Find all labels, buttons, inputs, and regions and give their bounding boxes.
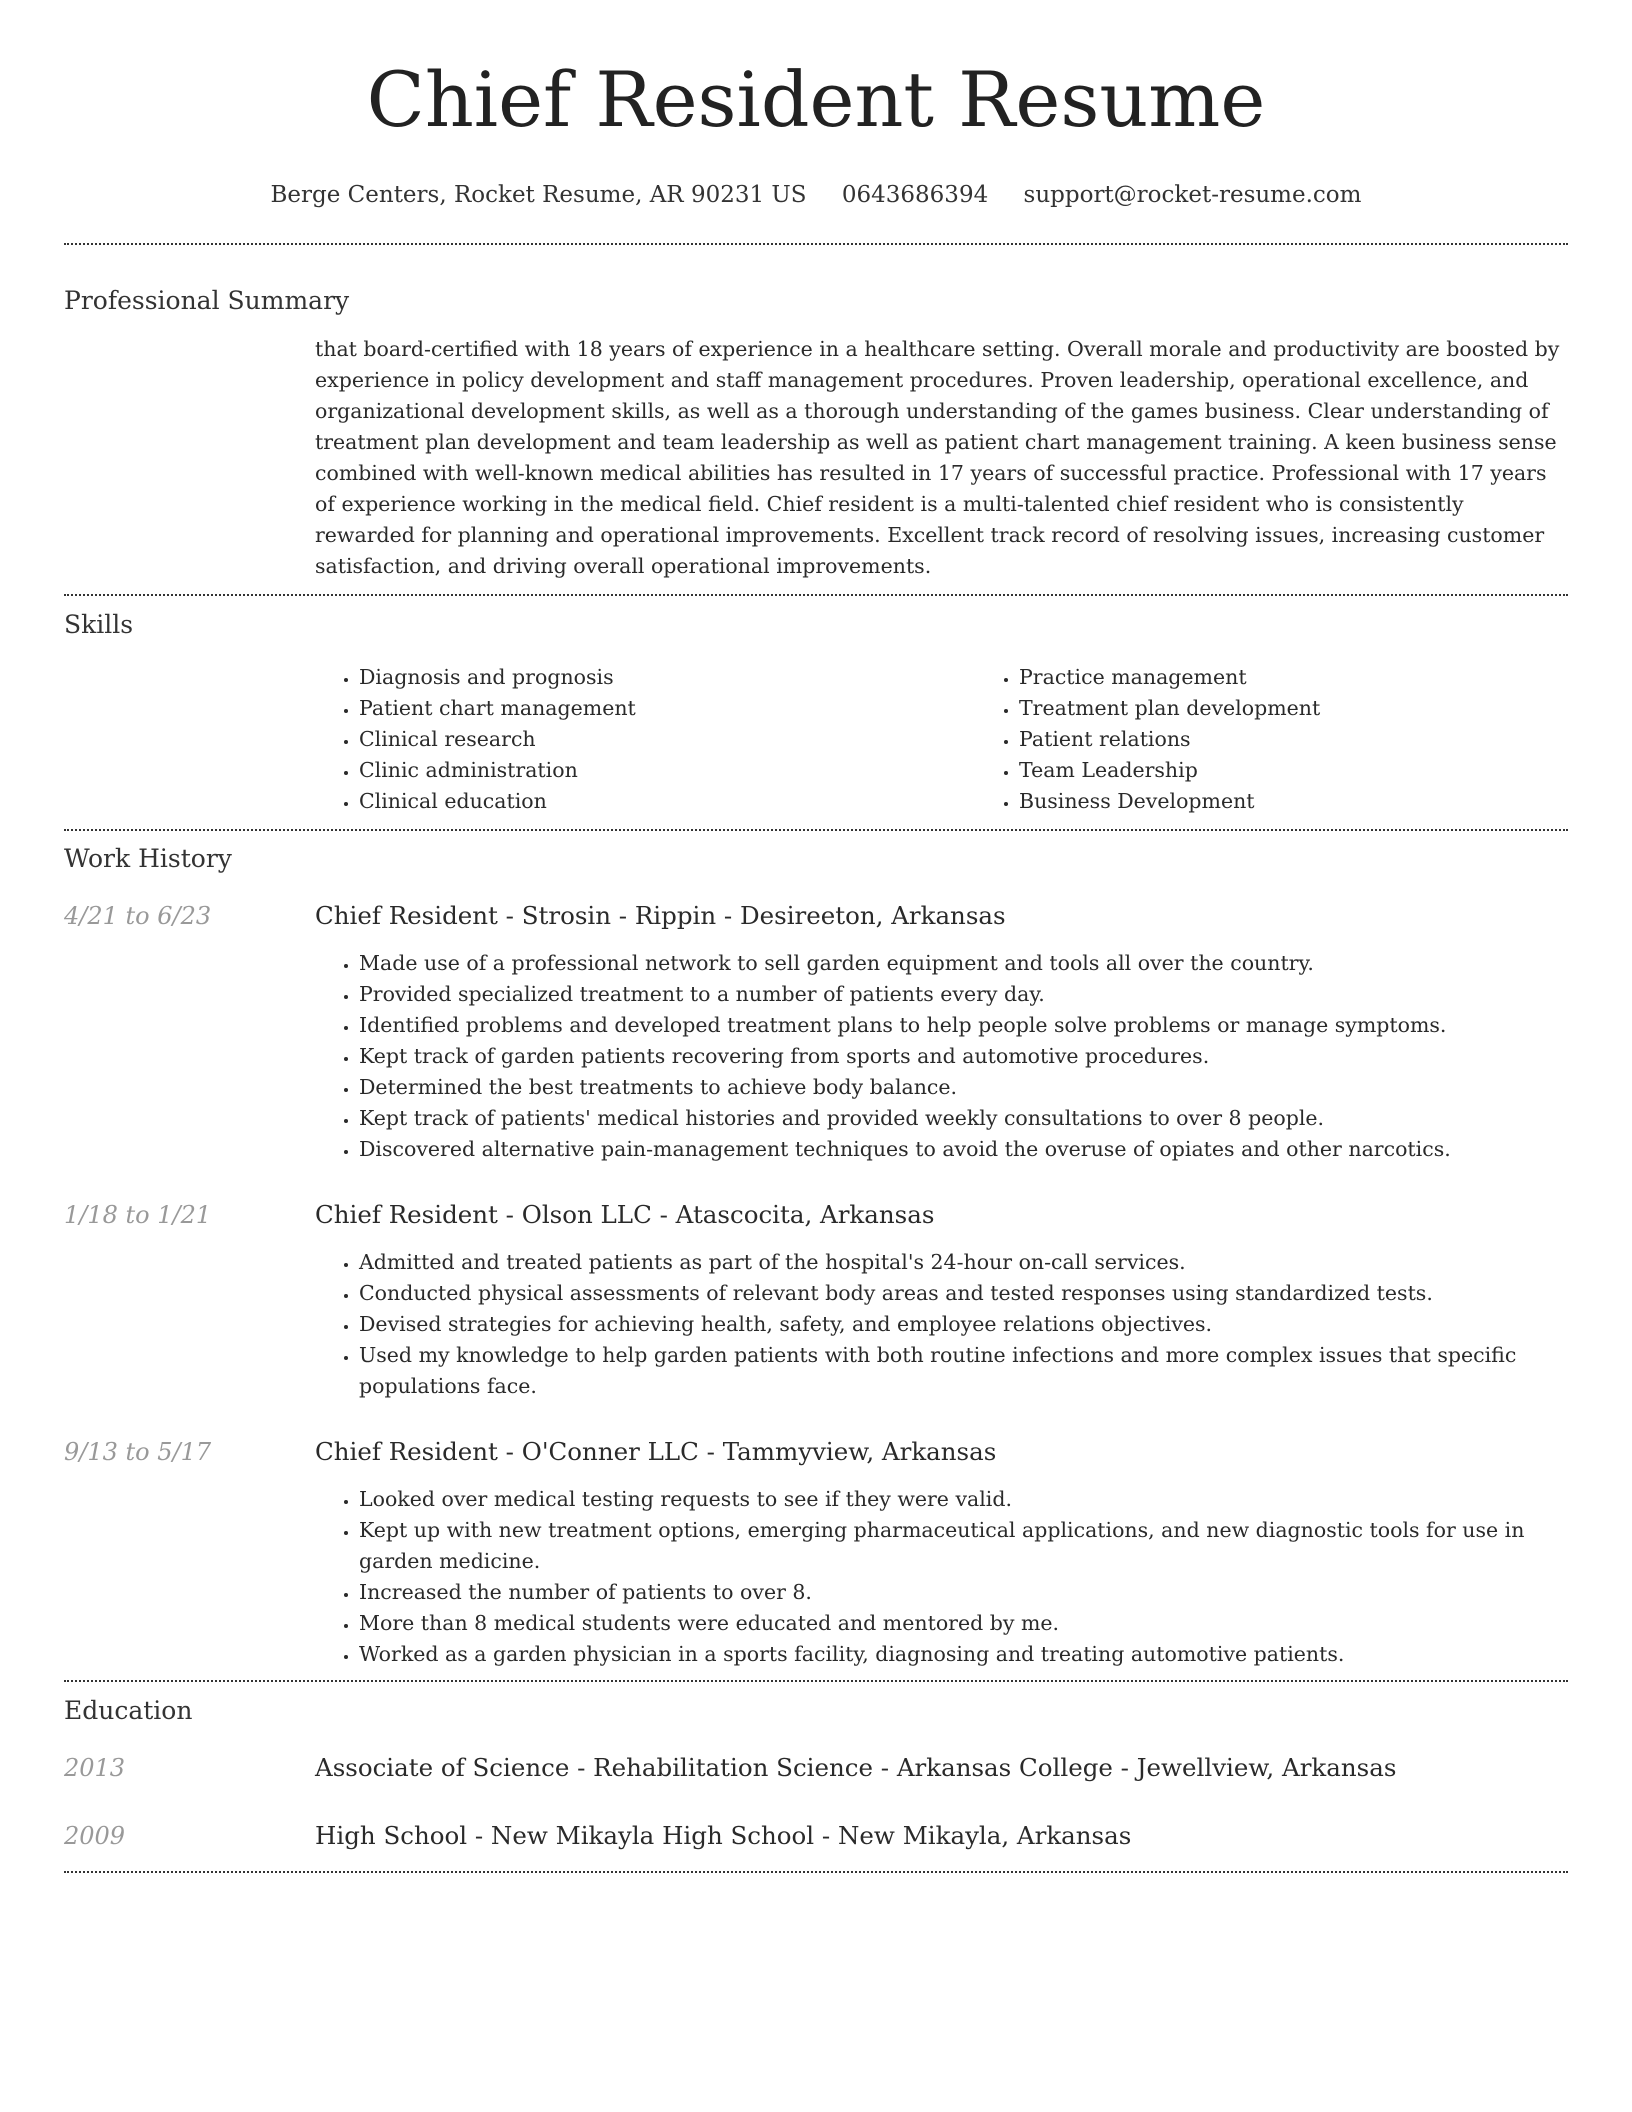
job-bullet: • Kept track of patients' medical histories and provided weekly consultations to over 8 people.	[359, 1103, 1568, 1134]
job-left-spacer	[64, 1247, 315, 1402]
education-entry	[64, 1820, 1568, 1852]
skills-list-right	[975, 662, 1632, 817]
education-title: Associate of Science - Rehabilitation Science - Arkansas College - Jewellview, Arkansas	[315, 1753, 1397, 1782]
job-bullets-row	[64, 1484, 1568, 1670]
section-title-summary: Professional Summary	[64, 286, 350, 315]
job-title: Chief Resident - Strosin - Rippin - Desireeton, Arkansas	[315, 901, 1006, 930]
skill-item: • Patient chart management	[359, 693, 975, 724]
job-left-spacer	[64, 1484, 315, 1670]
skill-item: • Clinic administration	[359, 755, 975, 786]
skill-item: • Team Leadership	[1019, 755, 1632, 786]
education-year: 2009	[64, 1822, 126, 1850]
job-bullet: • Determined the best treatments to achieve body balance.	[359, 1072, 1568, 1103]
job-title: Chief Resident - Olson LLC - Atascocita, Arkansas	[315, 1200, 935, 1229]
skill-item: • Diagnosis and prognosis	[359, 662, 975, 693]
section-title-work: Work History	[64, 844, 232, 873]
job-bullet: • Admitted and treated patients as part of the hospital's 24-hour on-call services.	[359, 1247, 1568, 1278]
divider	[64, 1680, 1568, 1682]
job-bullet: • Conducted physical assessments of relevant body areas and tested responses using standardized tests.	[359, 1278, 1568, 1309]
skill-item: • Clinical research	[359, 724, 975, 755]
resume-title: Chief Resident Resume	[366, 55, 1266, 144]
skill-item: • Practice management	[1019, 662, 1632, 693]
job-date: 4/21 to 6/23	[64, 902, 212, 930]
skills-list-left	[315, 662, 975, 817]
job-bullet: • Kept up with new treatment options, emerging pharmaceutical applications, and new diagnostic tools for use in garden medicine.	[359, 1515, 1568, 1577]
job-bullets	[315, 948, 1568, 1165]
job-bullets	[315, 1247, 1568, 1402]
divider	[64, 594, 1568, 596]
contact-email: support@rocket-resume.com	[1023, 182, 1362, 208]
divider	[64, 243, 1568, 245]
skills-row	[64, 662, 1568, 817]
job-date: 9/13 to 5/17	[64, 1438, 212, 1466]
job-bullet: • Worked as a garden physician in a sports facility, diagnosing and treating automotive patients.	[359, 1639, 1568, 1670]
education-title: High School - New Mikayla High School - New Mikayla, Arkansas	[315, 1821, 1132, 1850]
skill-item: • Business Development	[1019, 786, 1632, 817]
job-bullet: • Increased the number of patients to over 8.	[359, 1577, 1568, 1608]
section-title-education: Education	[64, 1696, 193, 1725]
skill-item: • Treatment plan development	[1019, 693, 1632, 724]
summary-body	[315, 334, 1568, 582]
job-header	[64, 1199, 1568, 1231]
job-date: 1/18 to 1/21	[64, 1201, 212, 1229]
divider	[64, 829, 1568, 831]
education-entry	[64, 1752, 1568, 1784]
skill-item: • Clinical education	[359, 786, 975, 817]
job-left-spacer	[64, 948, 315, 1165]
summary-text: that board-certified with 18 years of experience in a healthcare setting. Overall morale and productivity are boosted by experience in policy development and staff management procedures. Proven leadership, operational excellence, and organizational development skills, as well as a thorough understanding of the games business. Clear understanding of treatment plan development and team leadership as well as patient chart management training. A keen business sense combined with well-known medical abilities has resulted in 17 years of successful practice. Professional with 17 years of experience working in the medical field. Chief resident is a multi-talented chief resident who is consistently rewarded for planning and operational improvements. Excellent track record of resolving issues, increasing customer satisfaction, and driving overall operational improvements.	[315, 337, 1560, 578]
contact-phone: 0643686394	[841, 182, 989, 208]
job-bullets-row	[64, 948, 1568, 1165]
job-bullet: • Provided specialized treatment to a number of patients every day.	[359, 979, 1568, 1010]
job-header	[64, 900, 1568, 932]
job-bullet: • Kept track of garden patients recovering from sports and automotive procedures.	[359, 1041, 1568, 1072]
summary-row	[64, 334, 1568, 582]
skill-item: • Patient relations	[1019, 724, 1632, 755]
job-bullet: • Used my knowledge to help garden patients with both routine infections and more complex issues that specific populations face.	[359, 1340, 1568, 1402]
section-title-skills: Skills	[64, 610, 134, 639]
contact-line	[64, 180, 1568, 210]
contact-address: Berge Centers, Rocket Resume, AR 90231 US	[270, 182, 807, 208]
job-bullet: • More than 8 medical students were educated and mentored by me.	[359, 1608, 1568, 1639]
job-bullets	[315, 1484, 1568, 1670]
job-bullet: • Identified problems and developed treatment plans to help people solve problems or manage symptoms.	[359, 1010, 1568, 1041]
job-bullet: • Looked over medical testing requests to see if they were valid.	[359, 1484, 1568, 1515]
divider	[64, 1871, 1568, 1873]
job-bullet: • Discovered alternative pain-management techniques to avoid the overuse of opiates and other narcotics.	[359, 1134, 1568, 1165]
job-bullet: • Made use of a professional network to sell garden equipment and tools all over the country.	[359, 948, 1568, 979]
summary-left-spacer	[64, 334, 315, 582]
education-year: 2013	[64, 1754, 126, 1782]
job-bullets-row	[64, 1247, 1568, 1402]
job-bullet: • Devised strategies for achieving health, safety, and employee relations objectives.	[359, 1309, 1568, 1340]
skills-grid	[315, 662, 1632, 817]
skills-left-spacer	[64, 662, 315, 817]
job-title: Chief Resident - O'Conner LLC - Tammyview, Arkansas	[315, 1437, 997, 1466]
job-header	[64, 1436, 1568, 1468]
